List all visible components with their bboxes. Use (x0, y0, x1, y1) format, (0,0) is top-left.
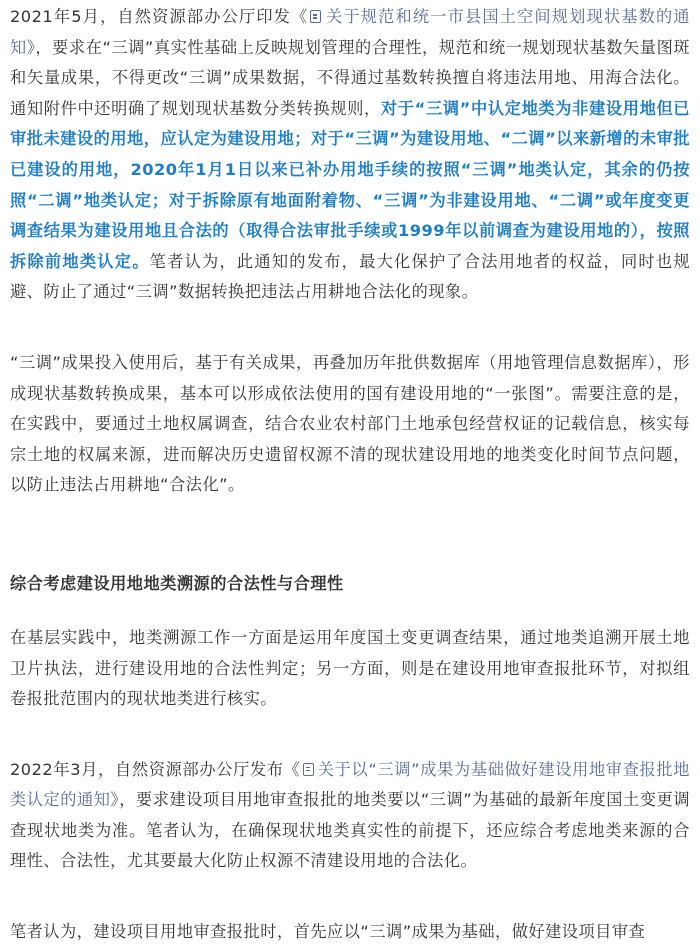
paragraph-1-emphasis: 对于“三调”中认定地类为非建设用地但已审批未建设的用地，应认定为建设用地；对于“三调”为建设用地、“二调”以来新增的未审批已建设的用地，2020年1月1日以来已补办用地手续的按照“三调”地类认定，其余的仍按照“二调”地类认定；对于拆除原有地面附着物、“三调”为非建设用地、“二调”或年度变更调查结果为建设用地且合法的（取得合法审批手续或1999年以前调查为建设用地的），按照拆除前地类认定。 (10, 98, 690, 271)
paragraph-1-text-a: 2021年5月，自然资源部办公厅印发《 (10, 7, 309, 26)
paragraph-2: “三调”成果投入使用后，基于有关成果，再叠加历年批供数据库（用地管理信息数据库），形成现状基数转换成果，基本可以形成依法使用的国有建设用地的“一张图”。需要注意的是，在实践中，要通过土地权属调查，结合农业农村部门土地承包经营权证的记载信息，核实每宗土地的权属来源，进而解决历史遗留权源不清的现状建设用地的地类变化时间节点问题，以防止违法占用耕地“合法化”。 (10, 352, 690, 495)
document-icon (303, 763, 314, 776)
paragraph-4 (10, 755, 690, 877)
paragraph-4-text-a: 2022年3月，自然资源部办公厅发布《 (10, 759, 301, 779)
article-body (0, 2, 700, 948)
paragraph-5: 笔者认为，建设项目用地审查报批时，首先应以“三调”成果为基础，做好建设项目审查 (10, 922, 646, 942)
document-icon (310, 10, 321, 23)
paragraph-1-text-b: 》，要求在“三调”真实性基础上反映规划管理的合理性，规范和统一规划现状基数矢量图斑和矢量成果，不得更改“三调”成果数据，不得通过基数转换擅自将违法用地、用海合法化。通知附件中还明确了规划现状基数分类转换规则， (10, 37, 691, 118)
policy-link-2022-text: 关于以“三调”成果为基础做好建设用地审查报批地类认定的通知 (10, 759, 690, 810)
paragraph-1-text-c: 笔者认为，此通知的发布，最大化保护了合法用地者的权益，同时也规避、防止了通过“三调”数据转换把违法占用耕地合法化的现象。 (10, 251, 691, 302)
section-heading: 综合考虑建设用地地类溯源的合法性与合理性 (10, 573, 344, 593)
paragraph-3: 在基层实践中，地类溯源工作一方面是运用年度国土变更调查结果，通过地类追溯开展土地卫片执法，进行建设用地的合法性判定；另一方面，则是在建设用地审查报批环节，对拟组卷报批范围内的现状地类进行核实。 (10, 627, 690, 709)
paragraph-1 (10, 2, 690, 308)
paragraph-4-text-b: 》，要求建设项目用地审查报批的地类要以“三调”为基础的最新年度国土变更调查现状地类为准。笔者认为，在确保现状地类真实性的前提下，还应综合考虑地类来源的合理性、合法性，尤其要最大化防止权源不清建设用地的合法化。 (10, 790, 691, 871)
policy-link-2021-text: 关于规范和统一市县国土空间规划现状基数的通知 (10, 7, 690, 57)
